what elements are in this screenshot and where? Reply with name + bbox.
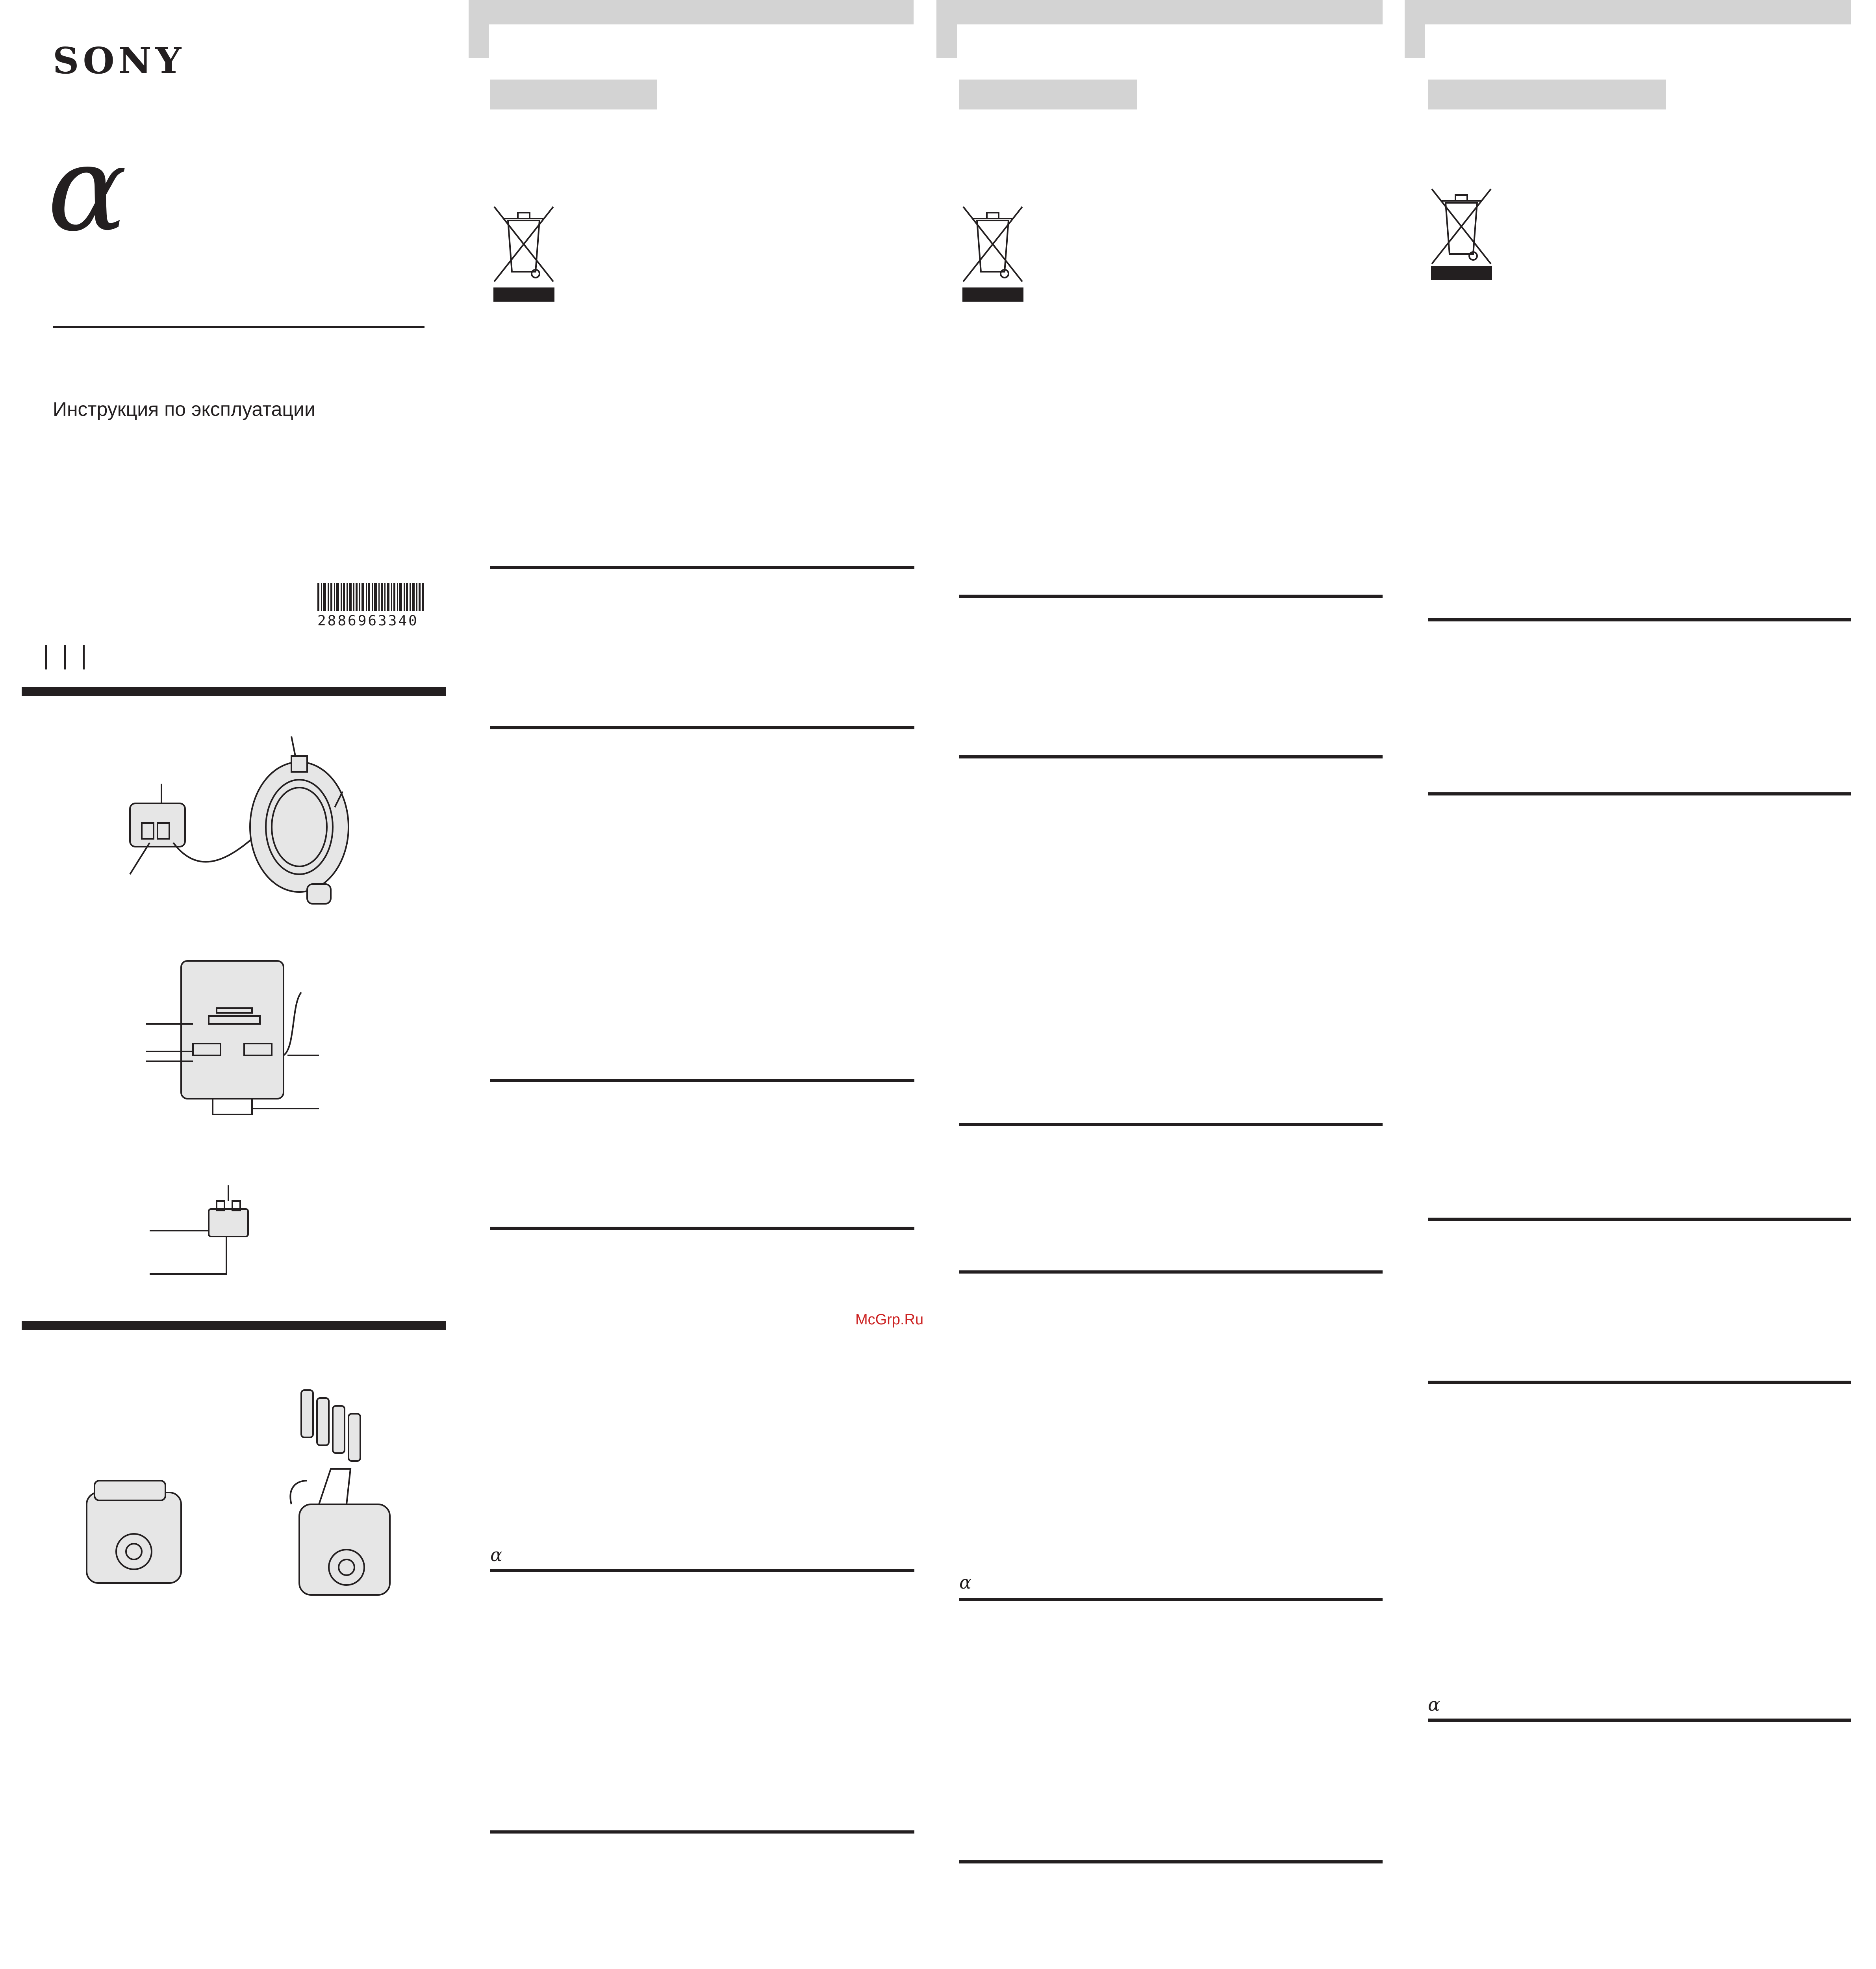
section-rule [490,1830,914,1834]
section-rule [490,1227,914,1230]
battery-loading-illustration [79,1386,386,1622]
language-header-chip [959,80,1137,109]
language-header-chip [490,80,657,109]
section-rule [959,755,1383,758]
weee-crossed-bin-icon [490,199,557,301]
alpha-mark-icon: α [1428,1694,1440,1715]
section-rule [1428,1719,1851,1722]
section-rule [1428,1381,1851,1384]
section-rule [490,726,914,729]
alpha-logo: α [47,120,127,258]
tick-mark [45,645,47,669]
tick-mark [83,645,85,669]
section-rule [1428,618,1851,621]
barcode-number: 2886963340 [317,613,419,629]
cover-divider [53,326,425,328]
section-rule [1428,792,1851,795]
language-header-chip [1428,80,1666,109]
page-tab-band [469,0,914,24]
section-rule [490,1079,914,1082]
shoe-adaptor-illustration [150,1185,252,1284]
section-rule [959,1270,1383,1274]
page-tab-stub [936,24,957,58]
section-rule [22,1321,446,1330]
document-title: Инструкция по эксплуатации [53,398,315,420]
section-rule [959,1598,1383,1601]
ring-flash-illustration [95,744,347,925]
sony-logo: SONY [53,39,185,82]
page-tab-stub [1405,24,1425,58]
alpha-mark-icon: α [959,1572,972,1593]
section-rule [959,1860,1383,1863]
alpha-mark-icon: α [490,1544,503,1565]
barcode-icon [317,583,425,611]
weee-crossed-bin-icon [1428,181,1495,284]
section-rule [1428,1218,1851,1221]
controller-panel-illustration [150,957,331,1122]
section-rule [490,566,914,569]
tick-mark [64,645,66,669]
section-rule [490,1569,914,1572]
weee-crossed-bin-icon [959,199,1026,301]
section-rule [959,1123,1383,1126]
section-rule [22,687,446,696]
page-tab-stub [469,24,489,58]
section-rule [959,595,1383,598]
site-watermark: McGrp.Ru [855,1311,924,1328]
page-tab-band [936,0,1383,24]
page-tab-band [1405,0,1851,24]
